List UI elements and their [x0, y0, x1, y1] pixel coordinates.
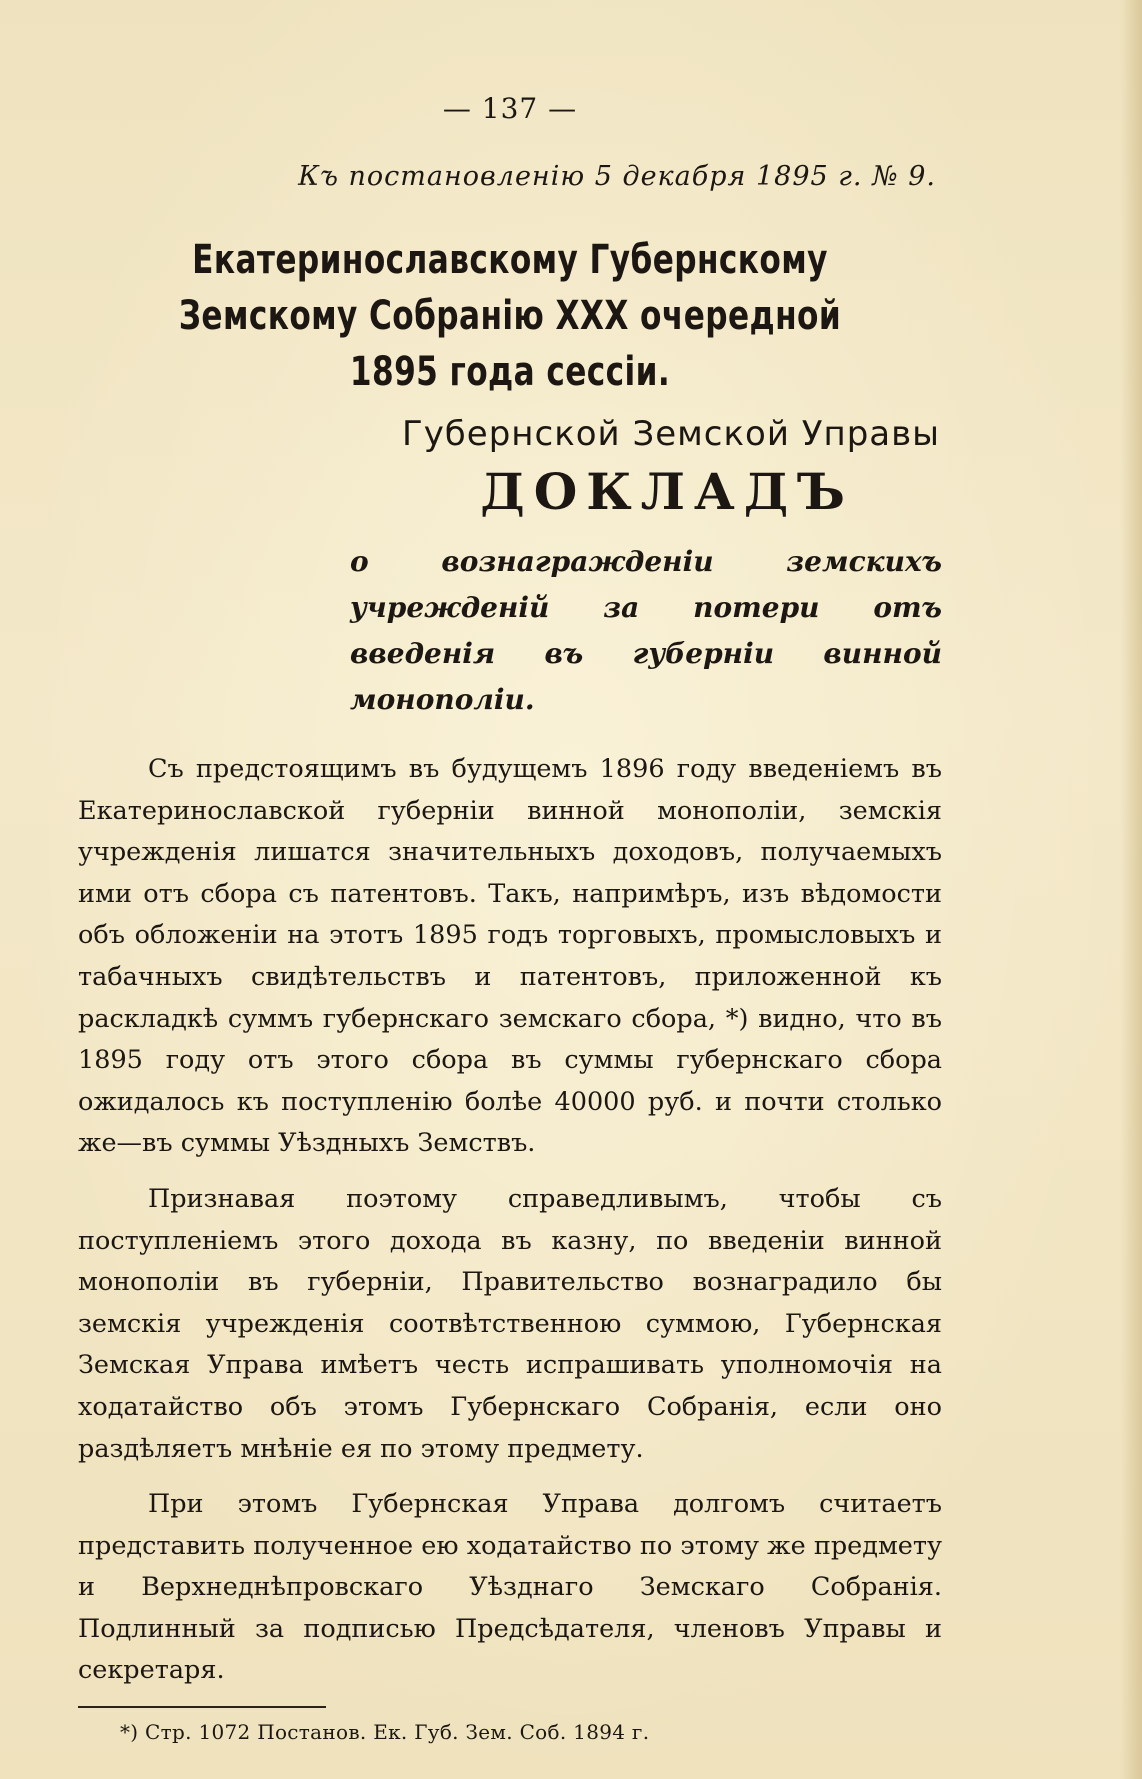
report-subject: о вознагражденіи земскихъ учрежденій за потери отъ введенія въ губерніи винной монополіи. — [350, 545, 942, 716]
body-paragraph-3: При этомъ Губернская Управа долгомъ считаетъ представить полученное ею ходатайство по этому же предмету и Верхнеднѣпровскаго Уѣзднаго Земскаго Собранія. Подлинный за подписью Предсѣдателя, членовъ Управы и секретаря. — [78, 1489, 942, 1686]
report-heading: ДОКЛАДЪ — [480, 462, 854, 521]
page-number: — 137 — — [442, 92, 578, 125]
council-line: Губернской Земской Управы — [401, 414, 940, 454]
page-content — [78, 92, 942, 1744]
resolution-reference: Къ постановленію 5 декабря 1895 г. № 9. — [298, 161, 936, 192]
page-edge-shadow — [1120, 0, 1142, 1779]
body-paragraph-1: Съ предстоящимъ въ будущемъ 1896 году введеніемъ въ Екатеринославской губерніи винной монополіи, земскія учрежденія лишатся значительныхъ доходовъ, получаемыхъ ими отъ сбора съ патентовъ. Такъ, напримѣръ, изъ вѣдомости объ обложеніи на этотъ 1895 годъ торговыхъ, промысловыхъ и табачныхъ свидѣтельствъ и патентовъ, приложенной къ раскладкѣ суммъ губернскаго земскаго сбора, *) видно, что въ 1895 году отъ этого сбора въ суммы губернскаго сбора ожидалось къ поступленію болѣе 40000 руб. и почти столько же—въ суммы Уѣздныхъ Земствъ. — [78, 754, 942, 1159]
footnote-divider — [78, 1706, 326, 1708]
body-paragraph-2: Признавая поэтому справедливымъ, чтобы съ поступленіемъ этого дохода въ казну, по введеніи винной монополіи въ губерніи, Правительство вознаградило бы земскія учрежденія соотвѣтственною суммою, Губернская Земская Управа имѣетъ честь испрашивать уполномочія на ходатайство объ этомъ Губернскаго Собранія, если оно раздѣляетъ мнѣніе ея по этому предмету. — [78, 1183, 942, 1464]
assembly-title: Екатеринославскому Губернскому Земскому Собранію XXX очередной 1895 года сессіи. — [178, 237, 842, 395]
footnote: *) Стр. 1072 Постанов. Ек. Губ. Зем. Соб. 1894 г. — [120, 1720, 650, 1745]
